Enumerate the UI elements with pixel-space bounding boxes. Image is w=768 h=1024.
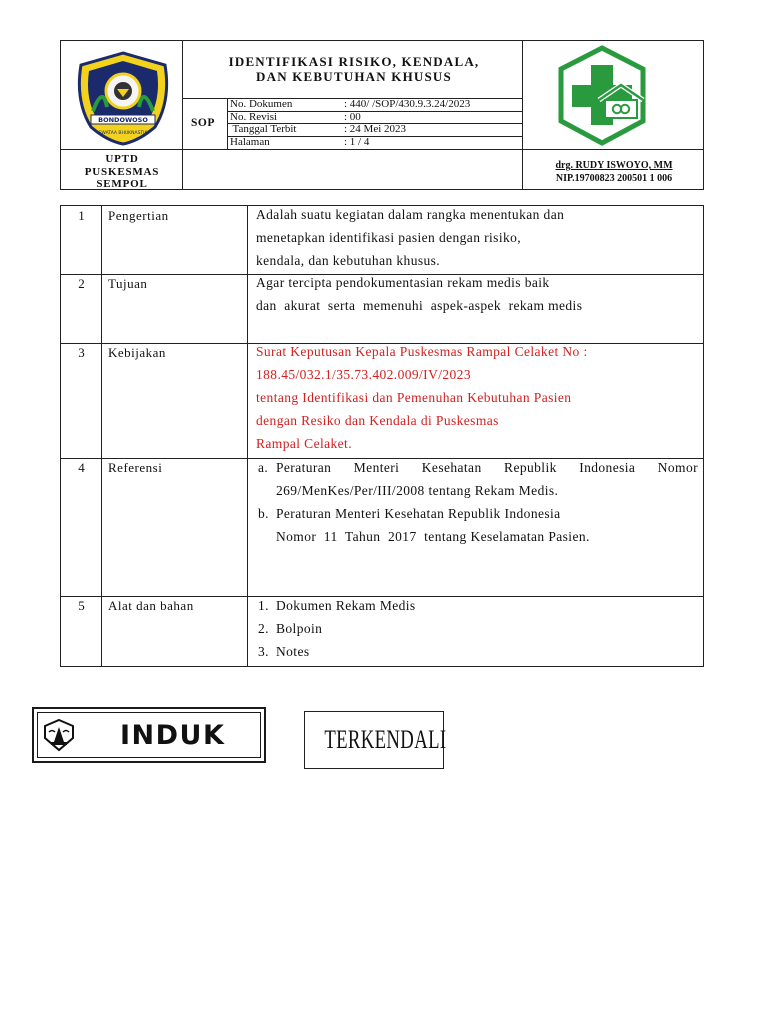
list-item-text: Bolpoin [276, 621, 323, 636]
list-item-text: Dokumen Rekam Medis [276, 598, 416, 613]
content-line: menetapkan identifikasi pasien dengan risiko, [256, 230, 522, 245]
row-label-tujuan: Tujuan [108, 276, 148, 291]
row-label-referensi: Referensi [108, 460, 163, 475]
list-marker: 3. [258, 644, 269, 659]
org-line: SEMPOL [96, 178, 148, 190]
reference-item [256, 502, 698, 548]
stamp-induk [32, 707, 266, 763]
stamp-terkendali [304, 711, 447, 769]
logo-text: BONDOWOSO [98, 116, 148, 124]
list-item-text: Notes [276, 644, 310, 659]
row-number: 1 [78, 208, 85, 223]
content-line: 188.45/032.1/35.73.402.009/IV/2023 [256, 367, 471, 382]
content-line: 269/MenKes/Per/III/2008 tentang Rekam Medis. [276, 483, 559, 498]
org-line: PUSKESMAS [84, 165, 160, 178]
reference-item [256, 456, 698, 502]
meta-value: : 00 [344, 111, 361, 123]
signer-block [525, 159, 703, 185]
row-number: 2 [78, 276, 85, 291]
signer-nip: NIP.19700823 200501 1 006 [555, 173, 673, 184]
list-marker: 2. [258, 621, 269, 636]
logo-motto: SWATAA BHUKNASTIK [98, 131, 148, 136]
content-line: tentang Identifikasi dan Pemenuhan Kebutuhan Pasien [256, 390, 572, 405]
column-divider [247, 206, 248, 666]
list-item [256, 640, 698, 663]
stamp-terkendali-text: TERKENDALI [324, 725, 447, 754]
meta-value: : 440/ /SOP/430.9.3.24/2023 [344, 98, 471, 110]
content-line: Adalah suatu kegiatan dalam rangka menentukan dan [256, 207, 565, 222]
list-marker: b. [258, 506, 269, 521]
stamp-induk-text: INDUK [120, 720, 226, 751]
sop-content-table [60, 205, 704, 667]
signer-name: drg. RUDY ISWOYO, MM [555, 160, 673, 171]
title-line-2: DAN KEBUTUHAN KHUSUS [256, 69, 452, 84]
meta-key: Tanggal Terbit [230, 123, 297, 135]
puskesmas-logo [547, 45, 657, 147]
content-line: kendala, dan kebutuhan khusus. [256, 253, 441, 268]
sop-label: SOP [191, 117, 215, 129]
row-content-alat-dan-bahan [256, 594, 698, 663]
org-line: UPTD [105, 153, 139, 165]
row-content-kebijakan [256, 340, 698, 455]
content-line: Agar tercipta pendokumentasian rekam medis baik [256, 275, 550, 290]
meta-value: : 1 / 4 [344, 136, 370, 148]
meta-key: No. Revisi [230, 111, 278, 123]
row-label-pengertian: Pengertian [108, 208, 169, 223]
organization-name [61, 153, 183, 191]
divider [61, 149, 704, 150]
list-marker: 1. [258, 598, 269, 613]
emblem-icon [42, 718, 76, 752]
document-header [60, 40, 704, 190]
divider [522, 41, 523, 190]
meta-key: No. Dokumen [230, 98, 293, 110]
row-label-alat-dan-bahan: Alat dan bahan [108, 598, 194, 613]
content-line: Surat Keputusan Kepala Puskesmas Rampal Celaket No : [256, 344, 588, 359]
row-content-referensi [256, 456, 698, 548]
list-item [256, 617, 698, 640]
content-line: dengan Resiko dan Kendala di Puskesmas [256, 413, 499, 428]
title-line-1: IDENTIFIKASI RISIKO, KENDALA, [228, 54, 480, 69]
document-title [189, 54, 519, 84]
list-marker: a. [258, 460, 269, 475]
content-line: Rampal Celaket. [256, 436, 352, 451]
row-content-tujuan [256, 271, 698, 317]
row-label-kebijakan: Kebijakan [108, 345, 166, 360]
row-number: 4 [78, 460, 85, 475]
list-item [256, 594, 698, 617]
content-line: Peraturan Menteri Kesehatan Republik Indonesia Nomor [276, 460, 698, 475]
content-line: dan akurat serta memenuhi aspek-aspek rekam medis [256, 298, 583, 313]
row-number: 5 [78, 598, 85, 613]
content-line: Peraturan Menteri Kesehatan Republik Indonesia [276, 506, 561, 521]
regency-logo [73, 51, 173, 146]
meta-key: Halaman [230, 136, 270, 148]
content-line: Nomor 11 Tahun 2017 tentang Keselamatan Pasien. [276, 529, 590, 544]
row-number: 3 [78, 345, 85, 360]
meta-value: : 24 Mei 2023 [344, 123, 407, 135]
row-content-pengertian [256, 203, 698, 272]
divider [227, 136, 522, 137]
